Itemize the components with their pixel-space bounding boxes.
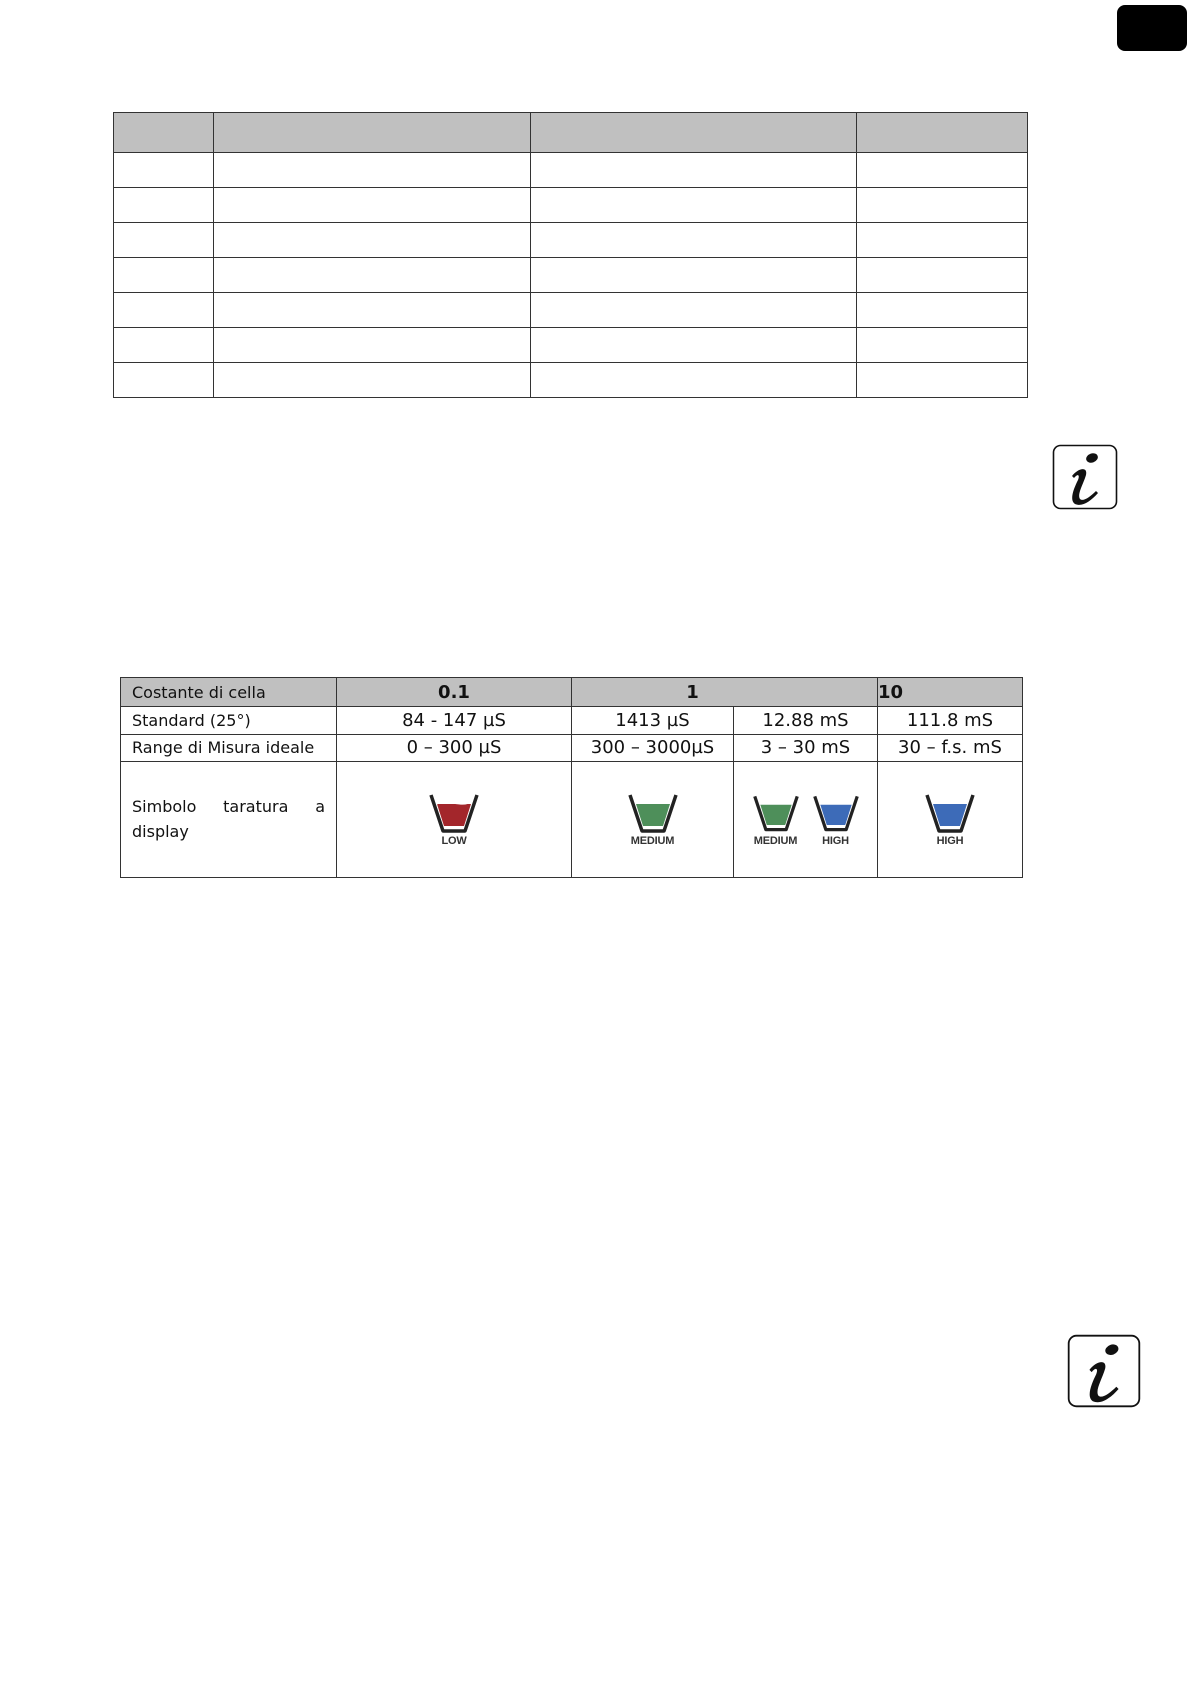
symbol-cell [337, 761, 572, 877]
cell-constant-table [120, 677, 1023, 878]
symbol-row [121, 761, 1023, 877]
table-row [114, 293, 1028, 328]
table-row [114, 328, 1028, 363]
beaker-medium-icon [752, 792, 800, 847]
symbol-label-line1: Simbolo taratura a [132, 797, 325, 817]
beaker-caption: MEDIUM [630, 834, 675, 847]
table-row [114, 258, 1028, 293]
range-value: 3 – 30 mS [734, 734, 878, 761]
beaker-caption: MEDIUM [753, 834, 798, 847]
beaker-high-icon [924, 792, 976, 847]
range-row [121, 734, 1023, 761]
table-header-row [114, 113, 1028, 153]
beaker-medium-icon [627, 792, 679, 847]
beaker-low-icon [428, 792, 480, 847]
symbol-cell [572, 761, 734, 877]
empty-grid-table [113, 112, 1028, 398]
symbol-label-line2: display [132, 822, 189, 842]
standard-row [121, 707, 1023, 734]
table-row [114, 363, 1028, 398]
standard-value: 111.8 mS [878, 707, 1023, 734]
symbol-label [121, 761, 337, 877]
standard-label: Standard (25°) [121, 707, 337, 734]
range-value: 30 – f.s. mS [878, 734, 1023, 761]
range-value: 0 – 300 µS [337, 734, 572, 761]
table-row [114, 188, 1028, 223]
info-icon [1067, 1334, 1141, 1408]
constant-10: 10 [878, 678, 1023, 707]
constant-1: 1 [572, 678, 878, 707]
standard-value: 84 - 147 µS [337, 707, 572, 734]
range-label: Range di Misura ideale [121, 734, 337, 761]
table-header-row [121, 678, 1023, 707]
table-row [114, 223, 1028, 258]
symbol-cell [734, 761, 878, 877]
standard-value: 12.88 mS [734, 707, 878, 734]
page-number-tab [1117, 5, 1187, 51]
standard-value: 1413 µS [572, 707, 734, 734]
symbol-cell [878, 761, 1023, 877]
table-row [114, 153, 1028, 188]
beaker-caption: HIGH [936, 834, 964, 847]
beaker-caption: HIGH [822, 834, 849, 847]
info-icon [1052, 444, 1118, 510]
beaker-high-icon [812, 792, 860, 847]
beaker-caption: LOW [441, 834, 467, 847]
header-label: Costante di cella [121, 678, 337, 707]
range-value: 300 – 3000µS [572, 734, 734, 761]
constant-0-1: 0.1 [337, 678, 572, 707]
